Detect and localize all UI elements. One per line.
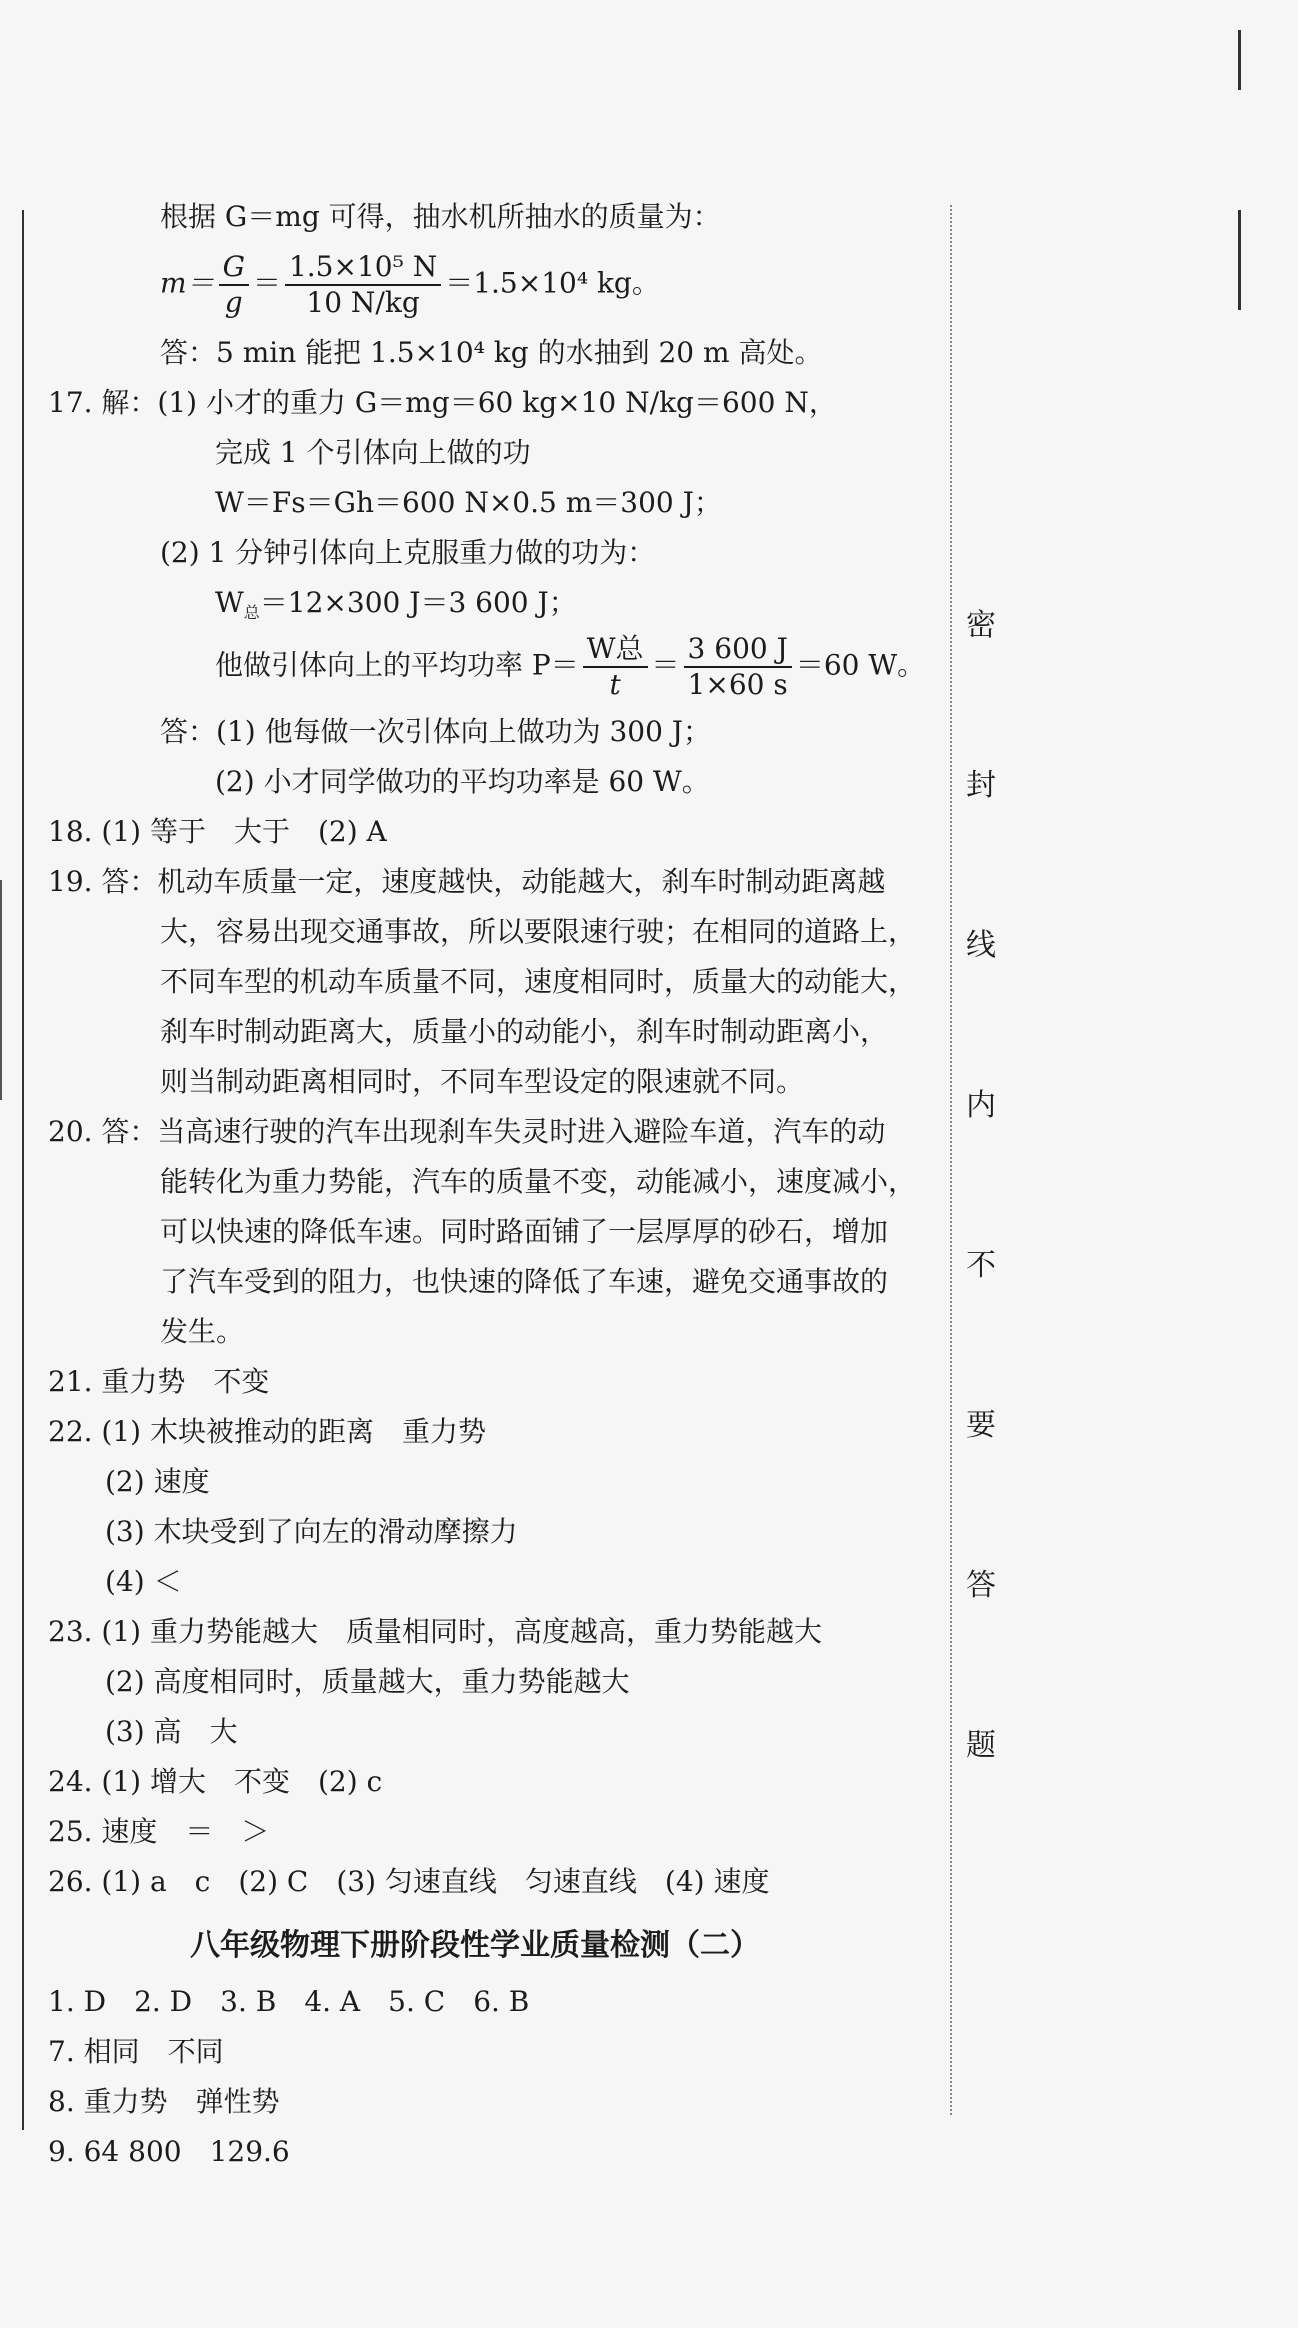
seal-text-char: 线 (966, 928, 996, 963)
fraction (219, 250, 249, 320)
formula-part: W (215, 586, 244, 619)
text-line: 则当制动距离相同时，不同车型设定的限速就不同。 (160, 1065, 805, 1098)
text-line: (2) 1 分钟引体向上克服重力做的功为： (160, 536, 656, 569)
denominator: 1×60 s (687, 668, 788, 701)
text-line: 完成 1 个引体向上做的功 (215, 436, 531, 469)
seal-text-char: 内 (966, 1088, 996, 1123)
seal-text-char: 不 (966, 1248, 996, 1283)
text-line: 22. (1) 木块被推动的距离 重力势 (48, 1415, 486, 1448)
text-line: 不同车型的机动车质量不同，速度相同时，质量大的动能大， (160, 965, 917, 998)
text-line: (3) 高 大 (105, 1715, 238, 1748)
text-line: (2) 高度相同时，质量越大，重力势能越大 (105, 1665, 630, 1698)
formula-part: 他做引体向上的平均功率 P＝ (215, 648, 579, 682)
numerator: G (219, 250, 249, 286)
text-line: 24. (1) 增大 不变 (2) c (48, 1765, 383, 1798)
text-line: 大，容易出现交通事故，所以要限速行驶；在相同的道路上， (160, 915, 917, 948)
text-line: (2) 小才同学做功的平均功率是 60 W。 (215, 765, 710, 798)
text-line: 20. 答：当高速行驶的汽车出现刹车失灵时进入避险车道，汽车的动 (48, 1115, 886, 1148)
denominator: t (609, 668, 621, 701)
seal-text-char: 答 (966, 1568, 996, 1603)
denominator: g (224, 286, 243, 319)
formula-part: m＝ (160, 266, 215, 300)
numerator: W总 (583, 632, 648, 668)
text-line: 7. 相同 不同 (48, 2035, 224, 2068)
text-line: 23. (1) 重力势能越大 质量相同时，高度越高，重力势能越大 (48, 1615, 822, 1648)
text-line: 了汽车受到的阻力，也快速的降低了车速，避免交通事故的 (160, 1265, 889, 1298)
section-title: 八年级物理下册阶段性学业质量检测（二） (190, 1928, 760, 1963)
formula-mass (160, 250, 660, 320)
seal-text-char: 密 (966, 608, 996, 643)
fraction (583, 632, 648, 702)
text-line: W＝Fs＝Gh＝600 N×0.5 m＝300 J； (215, 486, 722, 519)
text-line: 可以快速的降低车速。同时路面铺了一层厚厚的砂石，增加 (160, 1215, 889, 1248)
formula-work-total (215, 586, 577, 630)
seal-text-char: 封 (966, 768, 996, 803)
text-line: 18. (1) 等于 大于 (2) A (48, 815, 387, 848)
formula-power (215, 632, 925, 702)
text-line: 9. 64 800 129.6 (48, 2135, 290, 2168)
fraction (684, 632, 792, 702)
numerator: 3 600 J (684, 632, 792, 668)
text-line: 能转化为重力势能，汽车的质量不变，动能减小，速度减小， (160, 1165, 917, 1198)
text-line: 26. (1) a c (2) C (3) 匀速直线 匀速直线 (4) 速度 (48, 1865, 770, 1898)
text-line: (2) 速度 (105, 1465, 210, 1498)
seal-line (950, 205, 952, 2115)
page-edge-mark (1238, 210, 1241, 310)
seal-text-char: 要 (966, 1408, 996, 1443)
denominator: 10 N/kg (306, 286, 420, 319)
formula-part: ＝ (252, 266, 281, 300)
text-line: 发生。 (160, 1315, 245, 1348)
text-line: 刹车时制动距离大，质量小的动能小，刹车时制动距离小， (160, 1015, 889, 1048)
page-edge-mark (1238, 30, 1241, 90)
seal-text-char: 题 (966, 1728, 996, 1763)
text-line: 8. 重力势 弹性势 (48, 2085, 280, 2118)
formula-part: ＝1.5×10⁴ kg。 (445, 266, 660, 300)
binding-edge (22, 210, 24, 2130)
text-line: 根据 G＝mg 可得，抽水机所抽水的质量为： (160, 200, 721, 233)
text-line: 25. 速度 ＝ ＞ (48, 1815, 270, 1848)
formula-part: ＝12×300 J＝3 600 J； (259, 586, 577, 619)
numerator: 1.5×10⁵ N (285, 250, 441, 286)
text-line: (3) 木块受到了向左的滑动摩擦力 (105, 1515, 518, 1548)
formula-part: ＝ (651, 648, 680, 682)
text-line: (4) ＜ (105, 1565, 182, 1598)
text-line: 答：5 min 能把 1.5×10⁴ kg 的水抽到 20 m 高处。 (160, 336, 823, 369)
formula-part: ＝60 W。 (795, 648, 926, 682)
fraction (285, 250, 441, 320)
text-line: 答：(1) 他每做一次引体向上做功为 300 J； (160, 715, 712, 748)
text-line: 1. D 2. D 3. B 4. A 5. C 6. B (48, 1985, 530, 2018)
text-line: 17. 解：(1) 小才的重力 G＝mg＝60 kg×10 N/kg＝600 N， (48, 386, 837, 419)
text-line: 21. 重力势 不变 (48, 1365, 270, 1398)
binding-edge-mark (0, 880, 2, 1100)
subscript: 总 (243, 603, 260, 622)
text-line: 19. 答：机动车质量一定，速度越快，动能越大，刹车时制动距离越 (48, 865, 886, 898)
